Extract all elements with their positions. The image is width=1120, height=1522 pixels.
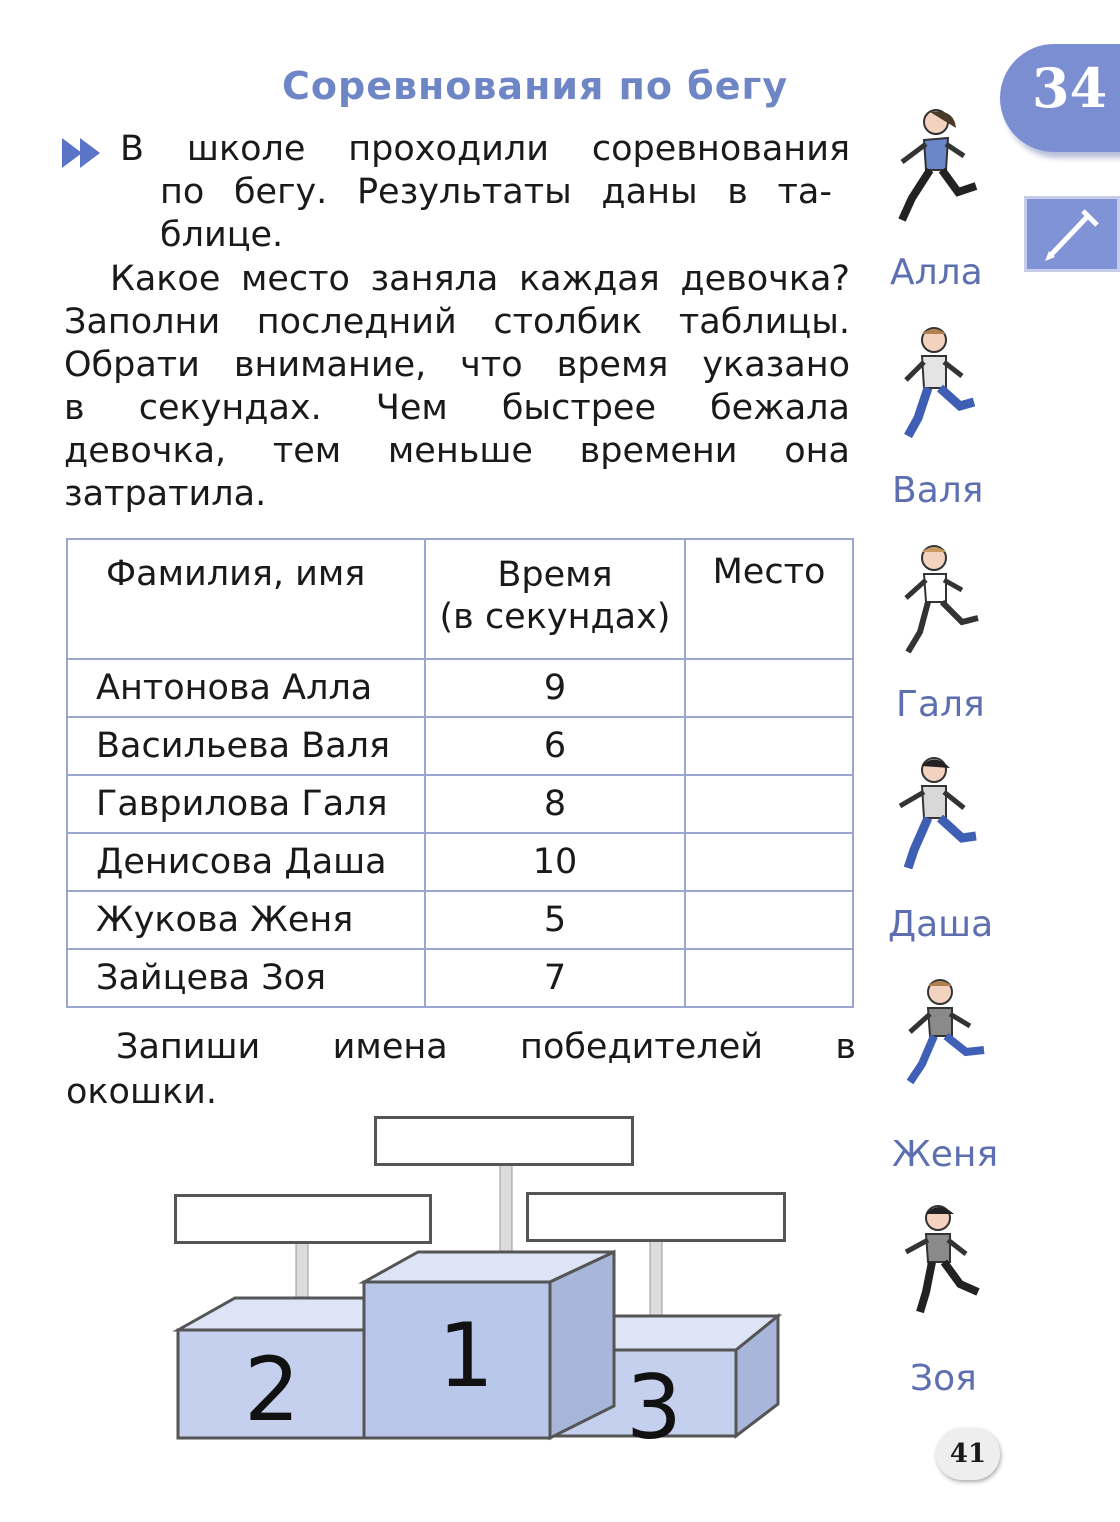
podium-task-line-1: Запиши имена победителей в (116, 1027, 856, 1067)
cell-time: 9 (425, 659, 685, 717)
task-line-5: девочка, тем меньше времени она (64, 431, 850, 471)
runner-name: Алла (890, 252, 983, 293)
cell-name: Зайцева Зоя (67, 949, 425, 1007)
runner-zoya-image (892, 1200, 992, 1324)
answer-box-first[interactable] (374, 1116, 634, 1166)
page-number: 41 (936, 1428, 1000, 1480)
runner-galya-image (888, 540, 988, 664)
runner-name: Женя (892, 1134, 999, 1175)
cell-time: 6 (425, 717, 685, 775)
podium-task-line-2: окошки. (66, 1072, 218, 1112)
runner-dasha-image (884, 752, 984, 876)
header-name: Фамилия, имя (67, 539, 425, 659)
page-title: Соревнования по бегу (282, 64, 789, 108)
runner-alla-image (884, 104, 984, 228)
task-line-4: в секундах. Чем быстрее бежала (64, 388, 850, 428)
cell-name: Васильева Валя (67, 717, 425, 775)
answer-box-second[interactable] (174, 1194, 432, 1244)
runner-name: Зоя (910, 1358, 977, 1399)
header-time: Время (в секундах) (425, 539, 685, 659)
runner-name: Галя (896, 684, 985, 725)
task-line-2: Заполни последний столбик таблицы. (64, 302, 850, 342)
runner-valya-image (884, 322, 984, 446)
header-place: Место (685, 539, 853, 659)
podium-number-first: 1 (438, 1304, 494, 1407)
cell-name: Антонова Алла (67, 659, 425, 717)
intro-line-3: блице. (160, 215, 284, 255)
cell-time: 8 (425, 775, 685, 833)
podium-number-third: 3 (626, 1356, 682, 1459)
cell-time: 10 (425, 833, 685, 891)
runner-name: Даша (888, 904, 994, 945)
podium-number-second: 2 (244, 1338, 300, 1441)
intro-line-2: по бегу. Результаты даны в та- (160, 172, 832, 212)
task-line-6: затратила. (64, 474, 267, 514)
runner-zhenya-image (892, 974, 992, 1098)
answer-box-third[interactable] (526, 1192, 786, 1242)
intro-line-1: В школе проходили соревнования (120, 129, 850, 169)
task-line-3: Обрати внимание, что время указано (64, 345, 850, 385)
lesson-number: 34 (1032, 56, 1108, 120)
runner-name: Валя (892, 470, 984, 511)
cell-name: Гаврилова Галя (67, 775, 425, 833)
cell-name: Денисова Даша (67, 833, 425, 891)
cell-name: Жукова Женя (67, 891, 425, 949)
task-line-1: Какое место заняла каждая девочка? (110, 259, 850, 299)
cell-time: 5 (425, 891, 685, 949)
cell-time: 7 (425, 949, 685, 1007)
